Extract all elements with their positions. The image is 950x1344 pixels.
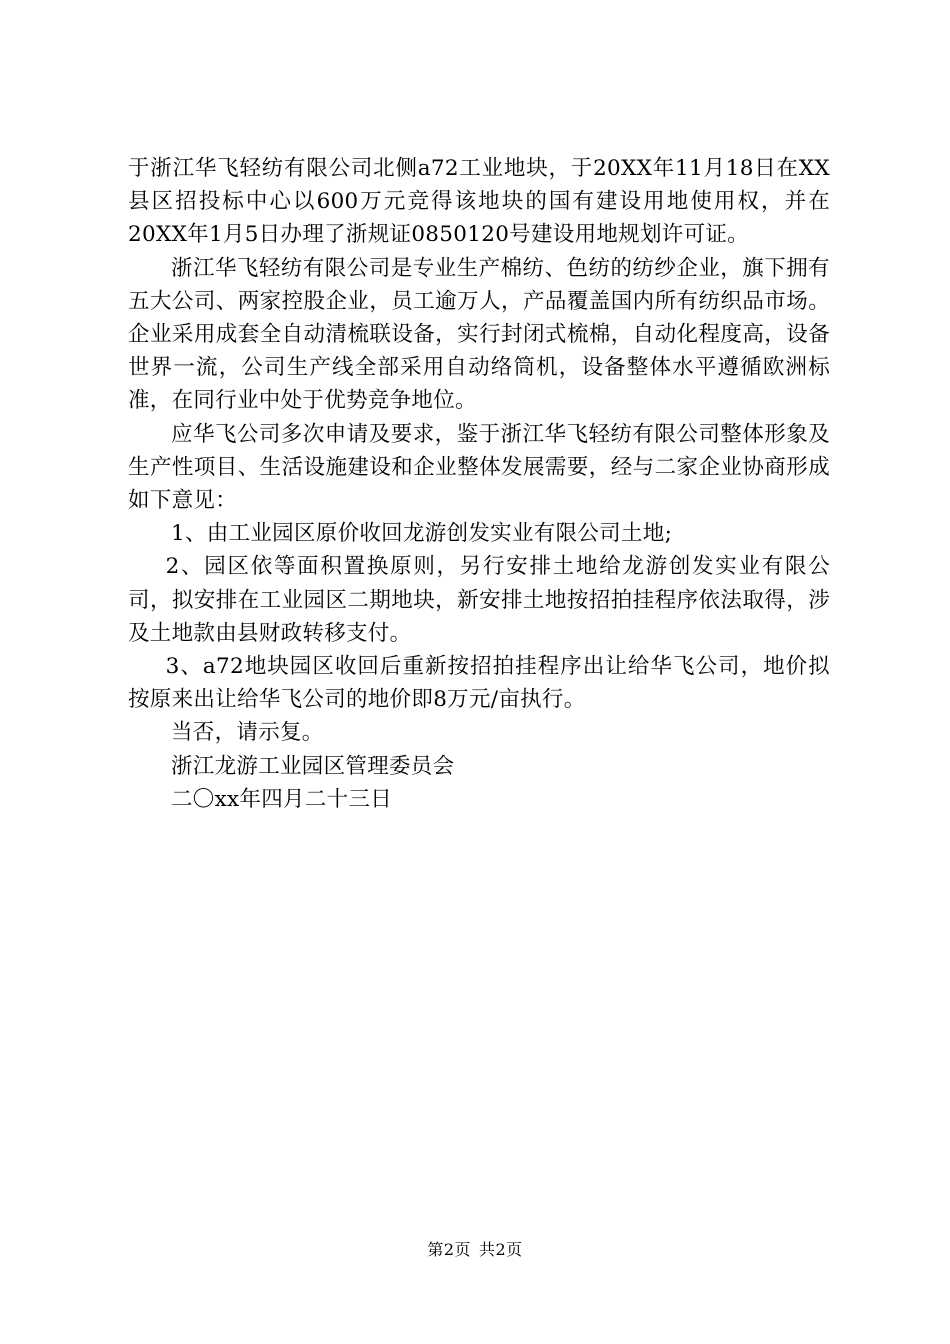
page-footer — [0, 1240, 950, 1260]
page-total: 共2页 — [479, 1240, 523, 1259]
signature-date: 二〇xx年四月二十三日 — [171, 786, 393, 812]
closing-request: 当否，请示复。 — [171, 720, 324, 746]
list-item-opinion-3: 3、a72地块园区收回后重新按招拍挂程序出让给华飞公司，地价拟按原来出让给华飞公司的地价即8万元/亩执行。 — [128, 654, 830, 713]
signature-organization: 浙江龙游工业园区管理委员会 — [171, 753, 455, 779]
document-body — [128, 152, 830, 816]
paragraph-request-context: 应华飞公司多次申请及要求，鉴于浙江华飞轻纺有限公司整体形象及生产性项目、生活设施建设和企业整体发展需要，经与二家企业协商形成如下意见： — [128, 421, 830, 514]
list-item-opinion-1: 1、由工业园区原价收回龙游创发实业有限公司土地; — [171, 521, 673, 547]
paragraph-land-acquisition: 于浙江华飞轻纺有限公司北侧a72工业地块，于20XX年11月18日在XX县区招投标中心以600万元竞得该地块的国有建设用地使用权，并在20XX年1月5日办理了浙规证0850120号建设用地规划许可证。 — [128, 156, 830, 248]
list-item-opinion-2: 2、园区依等面积置换原则，另行安排土地给龙游创发实业有限公司，拟安排在工业园区二期地块，新安排土地按招拍挂程序依法取得，涉及土地款由县财政转移支付。 — [128, 554, 830, 646]
page-number: 第2页 — [427, 1240, 471, 1259]
paragraph-company-profile: 浙江华飞轻纺有限公司是专业生产棉纺、色纺的纺纱企业，旗下拥有五大公司、两家控股企业，员工逾万人，产品覆盖国内所有纺织品市场。企业采用成套全自动清梳联设备，实行封闭式梳棉，自动化程度高，设备世界一流，公司生产线全部采用自动络筒机，设备整体水平遵循欧洲标准，在同行业中处于优势竞争地位。 — [128, 255, 830, 414]
